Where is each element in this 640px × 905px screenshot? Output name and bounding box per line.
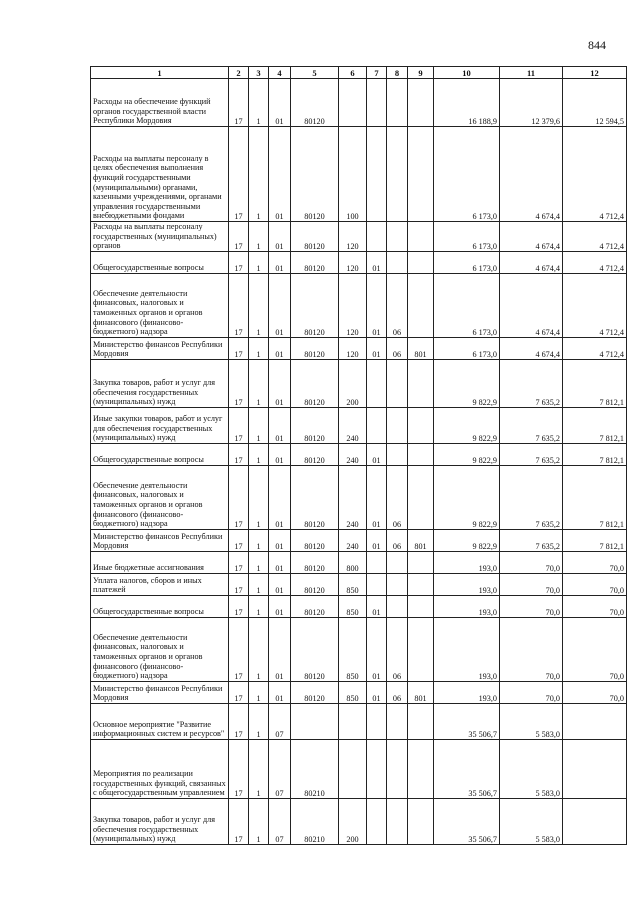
cell-rz xyxy=(367,798,387,844)
cell-rz: 01 xyxy=(367,273,387,337)
cell-target: 80210 xyxy=(291,739,339,798)
cell-subprogram: 01 xyxy=(269,595,291,617)
cell-rz xyxy=(367,407,387,443)
cell-sum-3: 7 812,1 xyxy=(563,407,627,443)
table-row xyxy=(91,465,627,529)
cell-vr: 850 xyxy=(339,595,367,617)
cell-sum-1: 9 822,9 xyxy=(434,443,500,465)
cell-target: 80120 xyxy=(291,407,339,443)
cell-sum-2: 12 379,6 xyxy=(500,79,563,127)
cell-rz: 01 xyxy=(367,617,387,681)
cell-grbs: 17 xyxy=(229,79,249,127)
cell-vr xyxy=(339,703,367,739)
cell-sum-2: 4 674,4 xyxy=(500,337,563,359)
table-row xyxy=(91,407,627,443)
cell-subprogram: 01 xyxy=(269,573,291,595)
cell-rz xyxy=(367,703,387,739)
cell-name: Общегосударственные вопросы xyxy=(91,443,229,465)
cell-sum-3: 70,0 xyxy=(563,573,627,595)
cell-program: 1 xyxy=(249,465,269,529)
cell-subprogram: 01 xyxy=(269,337,291,359)
column-header-6: 6 xyxy=(339,67,367,79)
cell-name: Расходы на выплаты персоналу в целях обеспечения выполнения функций государственными (муниципальными) органами, казенными учреждениями, органами управления государственными внебюджетными фондами xyxy=(91,127,229,222)
cell-target xyxy=(291,703,339,739)
cell-sum-2: 4 674,4 xyxy=(500,273,563,337)
cell-vr: 240 xyxy=(339,443,367,465)
cell-pr: 06 xyxy=(387,529,408,551)
cell-sum-1: 9 822,9 xyxy=(434,465,500,529)
cell-rz: 01 xyxy=(367,529,387,551)
cell-program: 1 xyxy=(249,443,269,465)
cell-sum-2: 7 635,2 xyxy=(500,359,563,407)
cell-program: 1 xyxy=(249,551,269,573)
cell-kvsr xyxy=(408,703,434,739)
table-row xyxy=(91,529,627,551)
cell-pr xyxy=(387,551,408,573)
cell-rz xyxy=(367,359,387,407)
cell-rz xyxy=(367,222,387,252)
cell-sum-2: 70,0 xyxy=(500,573,563,595)
cell-program: 1 xyxy=(249,573,269,595)
cell-sum-1: 35 506,7 xyxy=(434,798,500,844)
cell-subprogram: 01 xyxy=(269,222,291,252)
cell-sum-3: 70,0 xyxy=(563,617,627,681)
cell-vr: 120 xyxy=(339,222,367,252)
cell-sum-1: 35 506,7 xyxy=(434,739,500,798)
table-row xyxy=(91,127,627,222)
cell-name: Министерство финансов Республики Мордовия xyxy=(91,337,229,359)
cell-grbs: 17 xyxy=(229,465,249,529)
cell-pr: 06 xyxy=(387,617,408,681)
cell-sum-2: 7 635,2 xyxy=(500,465,563,529)
cell-subprogram: 01 xyxy=(269,407,291,443)
cell-sum-2: 7 635,2 xyxy=(500,443,563,465)
cell-kvsr xyxy=(408,551,434,573)
cell-target: 80120 xyxy=(291,443,339,465)
cell-sum-3 xyxy=(563,739,627,798)
cell-kvsr xyxy=(408,407,434,443)
table-row xyxy=(91,573,627,595)
cell-rz: 01 xyxy=(367,465,387,529)
column-header-1: 1 xyxy=(91,67,229,79)
cell-sum-1: 6 173,0 xyxy=(434,251,500,273)
cell-rz xyxy=(367,79,387,127)
cell-rz: 01 xyxy=(367,251,387,273)
cell-grbs: 17 xyxy=(229,703,249,739)
cell-rz xyxy=(367,551,387,573)
cell-program: 1 xyxy=(249,595,269,617)
cell-name: Расходы на выплаты персоналу государственных (муниципальных) органов xyxy=(91,222,229,252)
cell-name: Обеспечение деятельности финансовых, налоговых и таможенных органов и органов финансового (финансово-бюджетного) надзора xyxy=(91,273,229,337)
cell-sum-1: 16 188,9 xyxy=(434,79,500,127)
cell-program: 1 xyxy=(249,529,269,551)
cell-sum-2: 7 635,2 xyxy=(500,407,563,443)
cell-sum-2: 4 674,4 xyxy=(500,127,563,222)
cell-program: 1 xyxy=(249,359,269,407)
cell-sum-1: 9 822,9 xyxy=(434,407,500,443)
cell-program: 1 xyxy=(249,127,269,222)
cell-name: Закупка товаров, работ и услуг для обеспечения государственных (муниципальных) нужд xyxy=(91,359,229,407)
cell-pr xyxy=(387,222,408,252)
cell-grbs: 17 xyxy=(229,739,249,798)
cell-rz: 01 xyxy=(367,681,387,703)
cell-vr: 120 xyxy=(339,337,367,359)
cell-grbs: 17 xyxy=(229,273,249,337)
cell-sum-3: 4 712,4 xyxy=(563,337,627,359)
cell-pr xyxy=(387,739,408,798)
cell-sum-2: 4 674,4 xyxy=(500,251,563,273)
table-row xyxy=(91,595,627,617)
cell-target: 80120 xyxy=(291,573,339,595)
cell-sum-3: 4 712,4 xyxy=(563,127,627,222)
cell-sum-1: 193,0 xyxy=(434,573,500,595)
cell-grbs: 17 xyxy=(229,529,249,551)
cell-program: 1 xyxy=(249,222,269,252)
cell-pr: 06 xyxy=(387,465,408,529)
table-row xyxy=(91,703,627,739)
cell-program: 1 xyxy=(249,251,269,273)
cell-sum-1: 9 822,9 xyxy=(434,529,500,551)
cell-sum-3: 4 712,4 xyxy=(563,222,627,252)
cell-name: Министерство финансов Республики Мордовия xyxy=(91,681,229,703)
page-number: 844 xyxy=(588,38,606,52)
cell-name: Обеспечение деятельности финансовых, налоговых и таможенных органов и органов финансового (финансово-бюджетного) надзора xyxy=(91,465,229,529)
cell-grbs: 17 xyxy=(229,127,249,222)
cell-vr: 240 xyxy=(339,407,367,443)
cell-sum-3: 70,0 xyxy=(563,551,627,573)
cell-target: 80120 xyxy=(291,79,339,127)
cell-program: 1 xyxy=(249,703,269,739)
budget-table xyxy=(90,66,627,845)
cell-pr: 06 xyxy=(387,337,408,359)
cell-target: 80210 xyxy=(291,798,339,844)
column-header-7: 7 xyxy=(367,67,387,79)
cell-pr xyxy=(387,573,408,595)
cell-sum-1: 193,0 xyxy=(434,595,500,617)
cell-target: 80120 xyxy=(291,465,339,529)
cell-name: Общегосударственные вопросы xyxy=(91,251,229,273)
cell-target: 80120 xyxy=(291,529,339,551)
cell-sum-1: 6 173,0 xyxy=(434,127,500,222)
table-row xyxy=(91,681,627,703)
cell-target: 80120 xyxy=(291,595,339,617)
cell-kvsr xyxy=(408,127,434,222)
cell-kvsr xyxy=(408,595,434,617)
cell-target: 80120 xyxy=(291,222,339,252)
cell-sum-3: 7 812,1 xyxy=(563,465,627,529)
column-header-8: 8 xyxy=(387,67,408,79)
cell-name: Расходы на обеспечение функций органов государственной власти Республики Мордовия xyxy=(91,79,229,127)
cell-kvsr: 801 xyxy=(408,337,434,359)
cell-target: 80120 xyxy=(291,359,339,407)
cell-sum-2: 7 635,2 xyxy=(500,529,563,551)
cell-subprogram: 01 xyxy=(269,127,291,222)
cell-vr xyxy=(339,79,367,127)
table-row xyxy=(91,359,627,407)
column-header-11: 11 xyxy=(500,67,563,79)
cell-rz: 01 xyxy=(367,595,387,617)
cell-grbs: 17 xyxy=(229,617,249,681)
cell-sum-3 xyxy=(563,703,627,739)
cell-sum-3: 70,0 xyxy=(563,595,627,617)
table-row xyxy=(91,251,627,273)
cell-sum-3: 70,0 xyxy=(563,681,627,703)
cell-name: Иные бюджетные ассигнования xyxy=(91,551,229,573)
cell-subprogram: 01 xyxy=(269,443,291,465)
cell-name: Уплата налогов, сборов и иных платежей xyxy=(91,573,229,595)
cell-program: 1 xyxy=(249,337,269,359)
cell-grbs: 17 xyxy=(229,443,249,465)
column-header-10: 10 xyxy=(434,67,500,79)
cell-name: Иные закупки товаров, работ и услуг для обеспечения государственных (муниципальных) нужд xyxy=(91,407,229,443)
cell-vr: 120 xyxy=(339,251,367,273)
cell-sum-2: 70,0 xyxy=(500,551,563,573)
cell-kvsr xyxy=(408,465,434,529)
table-row xyxy=(91,273,627,337)
cell-pr xyxy=(387,359,408,407)
cell-rz: 01 xyxy=(367,443,387,465)
cell-vr: 850 xyxy=(339,681,367,703)
cell-kvsr xyxy=(408,798,434,844)
cell-kvsr xyxy=(408,359,434,407)
cell-vr: 240 xyxy=(339,529,367,551)
cell-subprogram: 01 xyxy=(269,551,291,573)
cell-rz xyxy=(367,573,387,595)
cell-sum-1: 193,0 xyxy=(434,551,500,573)
table-row xyxy=(91,222,627,252)
cell-pr xyxy=(387,798,408,844)
cell-grbs: 17 xyxy=(229,251,249,273)
cell-kvsr: 801 xyxy=(408,681,434,703)
cell-subprogram: 07 xyxy=(269,739,291,798)
cell-target: 80120 xyxy=(291,251,339,273)
cell-kvsr xyxy=(408,573,434,595)
cell-grbs: 17 xyxy=(229,681,249,703)
table-row xyxy=(91,79,627,127)
table-body xyxy=(91,79,627,845)
cell-vr: 200 xyxy=(339,798,367,844)
cell-program: 1 xyxy=(249,273,269,337)
cell-program: 1 xyxy=(249,798,269,844)
cell-subprogram: 01 xyxy=(269,529,291,551)
cell-vr xyxy=(339,739,367,798)
table-row xyxy=(91,443,627,465)
table-row xyxy=(91,337,627,359)
cell-grbs: 17 xyxy=(229,798,249,844)
cell-sum-2: 5 583,0 xyxy=(500,739,563,798)
cell-kvsr: 801 xyxy=(408,529,434,551)
cell-rz xyxy=(367,739,387,798)
cell-name: Общегосударственные вопросы xyxy=(91,595,229,617)
cell-sum-2: 5 583,0 xyxy=(500,703,563,739)
cell-sum-3: 7 812,1 xyxy=(563,359,627,407)
cell-target: 80120 xyxy=(291,127,339,222)
cell-pr xyxy=(387,443,408,465)
cell-sum-1: 35 506,7 xyxy=(434,703,500,739)
cell-kvsr xyxy=(408,739,434,798)
cell-subprogram: 01 xyxy=(269,465,291,529)
column-header-12: 12 xyxy=(563,67,627,79)
cell-program: 1 xyxy=(249,617,269,681)
cell-sum-3 xyxy=(563,798,627,844)
cell-kvsr xyxy=(408,617,434,681)
cell-kvsr xyxy=(408,251,434,273)
cell-grbs: 17 xyxy=(229,551,249,573)
column-header-9: 9 xyxy=(408,67,434,79)
cell-program: 1 xyxy=(249,739,269,798)
cell-vr: 120 xyxy=(339,273,367,337)
cell-sum-1: 193,0 xyxy=(434,617,500,681)
cell-pr xyxy=(387,251,408,273)
cell-program: 1 xyxy=(249,407,269,443)
cell-sum-2: 5 583,0 xyxy=(500,798,563,844)
cell-pr: 06 xyxy=(387,273,408,337)
cell-subprogram: 01 xyxy=(269,359,291,407)
cell-grbs: 17 xyxy=(229,337,249,359)
cell-pr xyxy=(387,79,408,127)
cell-vr: 850 xyxy=(339,573,367,595)
cell-vr: 800 xyxy=(339,551,367,573)
cell-pr xyxy=(387,595,408,617)
cell-pr: 06 xyxy=(387,681,408,703)
cell-subprogram: 07 xyxy=(269,798,291,844)
cell-vr: 850 xyxy=(339,617,367,681)
cell-target: 80120 xyxy=(291,551,339,573)
cell-grbs: 17 xyxy=(229,407,249,443)
cell-sum-1: 193,0 xyxy=(434,681,500,703)
cell-sum-3: 4 712,4 xyxy=(563,273,627,337)
cell-sum-3: 4 712,4 xyxy=(563,251,627,273)
cell-subprogram: 07 xyxy=(269,703,291,739)
cell-kvsr xyxy=(408,222,434,252)
cell-pr xyxy=(387,703,408,739)
cell-kvsr xyxy=(408,273,434,337)
column-header-3: 3 xyxy=(249,67,269,79)
table-row xyxy=(91,798,627,844)
cell-rz: 01 xyxy=(367,337,387,359)
cell-program: 1 xyxy=(249,681,269,703)
cell-sum-1: 6 173,0 xyxy=(434,337,500,359)
cell-vr: 240 xyxy=(339,465,367,529)
cell-kvsr xyxy=(408,443,434,465)
cell-sum-1: 9 822,9 xyxy=(434,359,500,407)
cell-kvsr xyxy=(408,79,434,127)
cell-target: 80120 xyxy=(291,273,339,337)
cell-grbs: 17 xyxy=(229,359,249,407)
cell-sum-1: 6 173,0 xyxy=(434,222,500,252)
cell-name: Министерство финансов Республики Мордовия xyxy=(91,529,229,551)
cell-target: 80120 xyxy=(291,337,339,359)
table-row xyxy=(91,739,627,798)
cell-pr xyxy=(387,407,408,443)
cell-target: 80120 xyxy=(291,681,339,703)
cell-name: Обеспечение деятельности финансовых, налоговых и таможенных органов и органов финансового (финансово-бюджетного) надзора xyxy=(91,617,229,681)
cell-vr: 100 xyxy=(339,127,367,222)
column-header-4: 4 xyxy=(269,67,291,79)
table-row xyxy=(91,617,627,681)
cell-vr: 200 xyxy=(339,359,367,407)
cell-name: Мероприятия по реализации государственных функций, связанных с общегосударственным управлением xyxy=(91,739,229,798)
table-row xyxy=(91,551,627,573)
cell-program: 1 xyxy=(249,79,269,127)
cell-sum-2: 70,0 xyxy=(500,681,563,703)
cell-sum-3: 7 812,1 xyxy=(563,529,627,551)
cell-rz xyxy=(367,127,387,222)
cell-subprogram: 01 xyxy=(269,251,291,273)
cell-subprogram: 01 xyxy=(269,79,291,127)
cell-target: 80120 xyxy=(291,617,339,681)
cell-sum-1: 6 173,0 xyxy=(434,273,500,337)
cell-subprogram: 01 xyxy=(269,617,291,681)
table-header-row xyxy=(91,67,627,79)
cell-name: Закупка товаров, работ и услуг для обеспечения государственных (муниципальных) нужд xyxy=(91,798,229,844)
cell-sum-2: 70,0 xyxy=(500,617,563,681)
cell-grbs: 17 xyxy=(229,573,249,595)
cell-grbs: 17 xyxy=(229,222,249,252)
cell-subprogram: 01 xyxy=(269,681,291,703)
cell-pr xyxy=(387,127,408,222)
cell-sum-3: 7 812,1 xyxy=(563,443,627,465)
cell-subprogram: 01 xyxy=(269,273,291,337)
column-header-5: 5 xyxy=(291,67,339,79)
column-header-2: 2 xyxy=(229,67,249,79)
cell-sum-2: 70,0 xyxy=(500,595,563,617)
cell-grbs: 17 xyxy=(229,595,249,617)
cell-sum-2: 4 674,4 xyxy=(500,222,563,252)
cell-name: Основное мероприятие "Развитие информационных систем и ресурсов" xyxy=(91,703,229,739)
cell-sum-3: 12 594,5 xyxy=(563,79,627,127)
